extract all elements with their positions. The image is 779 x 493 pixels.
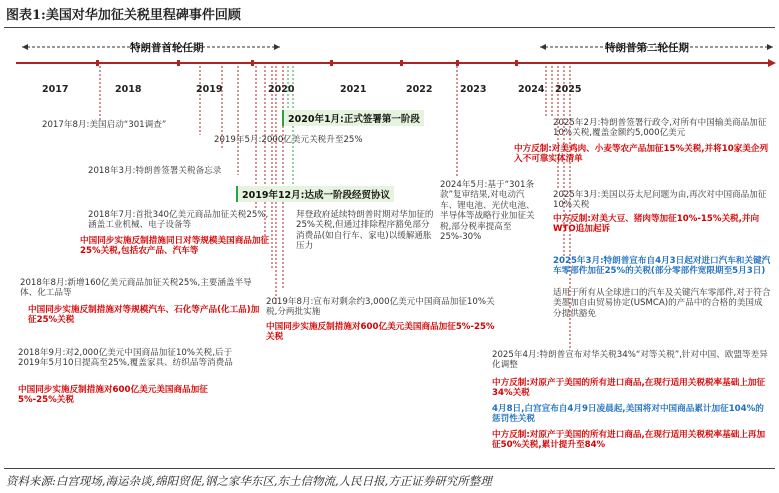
event-2018-03: 2018年3月:特朗普签署关税备忘录 (88, 166, 222, 176)
event-2018-09: 2018年9月:对2,000亿美元中国商品加征10%关税,后于2019年5月10日提高至25%,覆盖家具、纺织品等消费品 (18, 348, 233, 369)
event-2018-07: 2018年7月:首批340亿美元商品加征关税25%,涵盖工业机械、电子设备等 (88, 210, 269, 231)
bottom-rule (4, 468, 775, 469)
event-2018-09-cn: 中国同步实施反制措施对600亿美元美国商品加征5%-25%关税 (18, 385, 208, 406)
event-2019-08-cn: 中国同步实施反制措施对600亿美元美国商品加征5%-25%关税 (266, 322, 495, 343)
event-2018-08: 2018年8月:新增160亿美元商品加征关税25%,主要涵盖半导体、化工品等 (20, 278, 252, 299)
event-2024-05: 2024年5月:基于“301条款”复审结果,对电动汽车、锂电池、光伏电池、半导体等战略行业加征关税,部分税率提高至25%-30% (440, 180, 535, 243)
milestone-2019-12: 2019年12月:达成一阶段经贸协议 (236, 186, 394, 202)
year-label: 2021 (340, 84, 367, 95)
event-2025-02: 2025年2月:特朗普签署行政令,对所有中国输美商品加征10%关税,覆盖金额约5,000亿美元 (553, 118, 767, 139)
year-label: 2020 (268, 84, 295, 95)
event-2019-08: 2019年8月:宣布对剩余约3,000亿美元中国商品加征10%关税,分两批实施 (266, 297, 495, 318)
year-label: 2017 (42, 84, 69, 95)
note-2020-biden: 拜登政府延续特朗普时期对华加征的25%关税,但通过排除程序豁免部分消费品(如自行车、家电)以缓解通胀压力 (296, 210, 434, 252)
milestone-2020-01: 2020年1月:正式签署第一阶段 (282, 110, 424, 126)
second-term-label: 特朗普第二轮任期 (605, 42, 689, 54)
event-2017-08: 2017年8月:美国启动“301调查” (42, 120, 167, 130)
event-2025-03a-cn: 中方反制:对美大豆、猪肉等加征10%-15%关税,并向WTO追加起诉 (553, 214, 760, 235)
year-label: 2019 (196, 84, 223, 95)
year-label: 2024 (518, 84, 545, 95)
event-2025-04-us: 4月8日,白宫宣布自4月9日凌晨起,美国将对中国商品累计加征104%的惩罚性关税 (492, 404, 764, 425)
event-2018-07-cn: 中国同步实施反制措施同日对等规模美国商品加征25%关税,包括农产品、汽车等 (80, 236, 270, 257)
event-2025-04: 2025年4月:特朗普宣布对华关税34%“对等关税”,针对中国、欧盟等差异化调整 (492, 350, 768, 371)
year-label: 2018 (115, 84, 142, 95)
source-note: 资料来源:白宫现场,海运杂谈,绵阳贸促,钢之家华东区,东土信物流,人民日报,方正证券研究所整理 (6, 474, 492, 488)
first-term-label: 特朗普首轮任期 (130, 42, 204, 54)
event-2025-02-cn: 中方反制:对美鸡肉、小麦等农产品加征15%关税,并将10家美企列入不可靠实体清单 (514, 144, 769, 165)
event-2025-03b: 适用于所有从全球进口的汽车及关键汽车零部件,对于符合美墨加自由贸易协定(USMCA)的产品中的合格的美国成分提供豁免 (553, 288, 771, 319)
event-2025-03a: 2025年3月:美国以芬太尼问题为由,再次对中国商品加征10%关税 (553, 190, 767, 211)
year-label: 2022 (406, 84, 433, 95)
event-2025-03b-head: 2025年3月:特朗普宣布自4月3日起对进口汽车和关键汽车零部件加征25%的关税(部分零部件宽限期至5月3日) (553, 256, 771, 277)
year-label: 2023 (460, 84, 487, 95)
figure-title: 图表1:美国对华加征关税里程碑事件回顾 (6, 8, 241, 23)
event-2018-08-cn: 中国同步实施反制措施对等规模汽车、石化等产品(化工品)加征25%关税 (28, 305, 260, 326)
event-2019-05: 2019年5月:2000亿美元关税升至25% (214, 135, 363, 145)
event-2025-04-cn1: 中方反制:对原产于美国的所有进口商品,在现行适用关税税率基础上加征34%关税 (492, 378, 766, 399)
year-label: 2025 (555, 84, 582, 95)
event-2025-04-cn2: 中方反制:对原产于美国的所有进口商品,在现行适用关税税率基础上再加征50%关税,累计提升至84% (492, 430, 766, 451)
